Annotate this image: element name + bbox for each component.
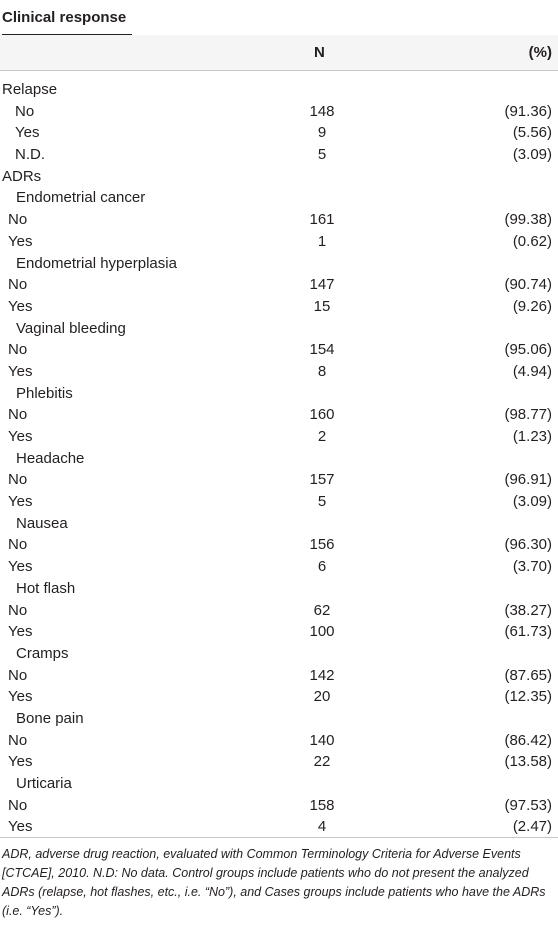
category-row: [0, 708, 558, 730]
table-row: [0, 426, 558, 448]
row-count: 4: [317, 818, 327, 836]
table-bottom-divider: [0, 837, 558, 838]
row-label: Yes: [8, 688, 33, 706]
row-percent: (9.26): [512, 297, 552, 315]
row-label: No: [8, 276, 28, 294]
row-count: 161: [309, 211, 335, 229]
row-percent: (5.56): [512, 124, 552, 142]
table-row: [0, 231, 558, 253]
table-footnote: ADR, adverse drug reaction, evaluated with Common Terminology Criteria for Adverse Events [CTCAE], 2010. N.D: No data. Control groups include patients who do not present the analyzed ADRs (relapse, hot flashes, etc., i.e. “No”), and Cases groups include patients who have the ADRs (i.e. “Yes”).: [2, 847, 546, 918]
row-label: Yes: [8, 753, 33, 771]
row-label: Headache: [16, 449, 85, 467]
row-label: Vaginal bleeding: [16, 319, 126, 337]
table-row: [0, 404, 558, 426]
row-label: Relapse: [2, 81, 58, 98]
row-percent: (98.77): [504, 406, 552, 424]
row-count: 15: [313, 297, 331, 315]
row-count: 8: [317, 362, 327, 380]
row-label: Endometrial cancer: [16, 189, 146, 207]
row-label: No: [8, 666, 28, 684]
category-row: [0, 513, 558, 535]
row-percent: (96.30): [504, 536, 552, 554]
table-row: [0, 122, 558, 144]
row-label: No: [8, 471, 28, 489]
row-percent: (91.36): [504, 102, 552, 120]
row-label: No: [8, 536, 28, 554]
table-row: [0, 665, 558, 687]
row-percent: (90.74): [504, 276, 552, 294]
row-label: No: [8, 211, 28, 229]
row-label: No: [8, 796, 28, 814]
row-label: Yes: [8, 493, 33, 511]
table-row: [0, 361, 558, 383]
row-count: 20: [313, 688, 331, 706]
table-row: [0, 469, 558, 491]
row-label: No: [8, 601, 28, 619]
table-body: [0, 79, 558, 838]
row-percent: (3.09): [512, 493, 552, 511]
header-divider: [0, 70, 558, 71]
row-label: Urticaria: [16, 775, 72, 792]
category-row: [0, 187, 558, 209]
row-count: 160: [309, 406, 335, 424]
table-row: [0, 339, 558, 361]
row-count: 100: [309, 623, 335, 641]
row-percent: (3.09): [512, 146, 552, 164]
category-row: [0, 578, 558, 600]
row-label: Nausea: [16, 514, 68, 532]
header-band: [0, 35, 558, 70]
row-label: Yes: [8, 297, 33, 315]
row-label: Phlebitis: [16, 384, 73, 402]
row-percent: (13.58): [504, 753, 552, 771]
row-percent: (99.38): [504, 211, 552, 229]
row-count: 6: [317, 558, 327, 576]
table-row: [0, 296, 558, 318]
section-row: [0, 166, 558, 188]
table-row: [0, 686, 558, 708]
row-percent: (12.35): [504, 688, 552, 706]
row-count: 156: [309, 536, 335, 554]
table-row: [0, 491, 558, 513]
row-label: No: [15, 102, 35, 120]
row-label: ADRs: [2, 167, 42, 185]
column-header-n: N: [314, 44, 325, 61]
category-row: [0, 448, 558, 470]
row-percent: (2.47): [512, 818, 552, 836]
row-label: Bone pain: [16, 709, 84, 727]
row-percent: (0.62): [512, 232, 552, 250]
category-row: [0, 318, 558, 340]
category-row: [0, 253, 558, 275]
row-label: Cramps: [16, 644, 69, 662]
row-percent: (87.65): [504, 666, 552, 684]
table-row: [0, 751, 558, 773]
row-label: N.D.: [15, 146, 45, 164]
section-row: [0, 79, 558, 101]
row-label: Endometrial hyperplasia: [16, 254, 177, 272]
table-row: [0, 556, 558, 578]
row-percent: (97.53): [504, 796, 552, 814]
row-count: 5: [317, 146, 327, 164]
row-label: Yes: [8, 362, 33, 380]
row-label: Hot flash: [16, 579, 76, 597]
row-count: 9: [317, 124, 327, 142]
table-row: [0, 600, 558, 622]
row-percent: (38.27): [504, 601, 552, 619]
table-row: [0, 209, 558, 231]
row-label: Yes: [15, 124, 40, 142]
table-row: [0, 621, 558, 643]
row-count: 148: [309, 102, 335, 120]
row-count: 142: [309, 666, 335, 684]
category-row: [0, 383, 558, 405]
table-title: Clinical response: [2, 9, 127, 26]
row-count: 5: [317, 493, 327, 511]
row-count: 154: [309, 341, 335, 359]
row-percent: (1.23): [512, 428, 552, 445]
row-percent: (4.94): [512, 362, 552, 380]
row-percent: (86.42): [504, 731, 552, 749]
row-count: 158: [309, 796, 335, 814]
row-count: 157: [309, 471, 335, 489]
row-label: Yes: [8, 232, 33, 250]
row-label: Yes: [8, 623, 33, 641]
row-label: Yes: [8, 558, 33, 576]
row-percent: (3.70): [512, 558, 552, 576]
row-percent: (95.06): [504, 341, 552, 359]
table-row: [0, 816, 558, 838]
table-row: [0, 795, 558, 817]
row-count: 140: [309, 731, 335, 749]
row-count: 2: [317, 428, 327, 445]
row-label: Yes: [8, 428, 33, 445]
table-row: [0, 101, 558, 123]
row-count: 147: [309, 276, 335, 294]
table-row: [0, 274, 558, 296]
column-header-percent: (%): [528, 44, 552, 61]
row-count: 1: [317, 232, 327, 250]
row-label: No: [8, 731, 28, 749]
row-label: No: [8, 406, 28, 424]
row-label: No: [8, 341, 28, 359]
category-row: [0, 643, 558, 665]
row-percent: (96.91): [504, 471, 552, 489]
row-label: Yes: [8, 818, 33, 836]
category-row: [0, 773, 558, 795]
row-count: 62: [313, 601, 331, 619]
row-count: 22: [313, 753, 331, 771]
table-row: [0, 144, 558, 166]
table-row: [0, 730, 558, 752]
row-percent: (61.73): [504, 623, 552, 641]
table-row: [0, 534, 558, 556]
